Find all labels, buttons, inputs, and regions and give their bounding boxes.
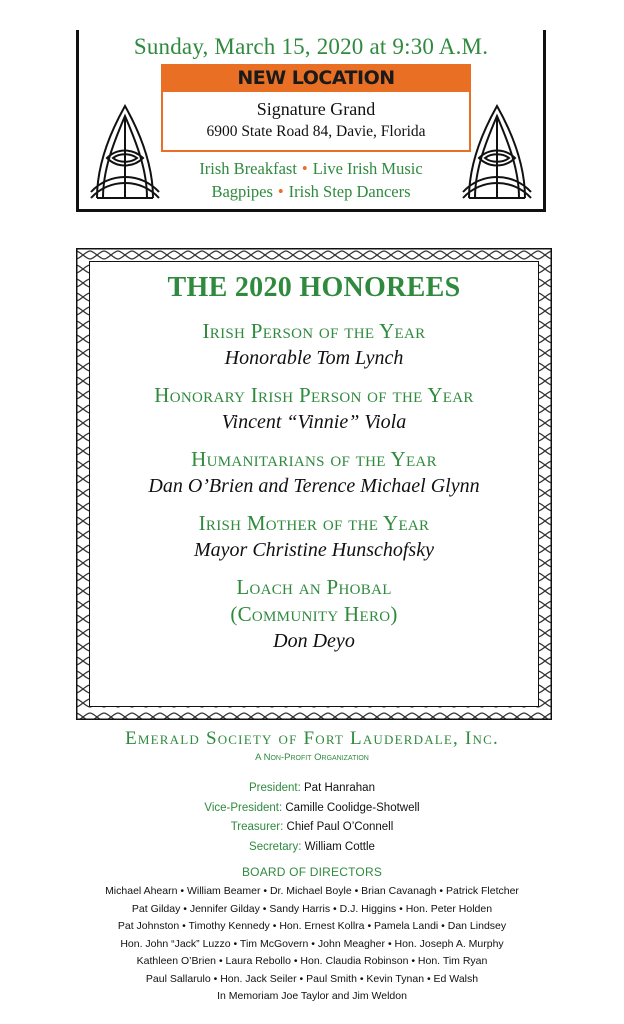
- award-recipient: Don Deyo: [273, 630, 355, 652]
- officer-line: [0, 799, 624, 819]
- award-item: [90, 574, 538, 653]
- board-line: In Memoriam Joe Taylor and Jim Weldon: [217, 990, 407, 1002]
- honorees-title: THE 2020 HONOREES: [167, 272, 461, 303]
- board-line: Michael Ahearn • William Beamer • Dr. Michael Boyle • Brian Cavanagh • Patrick Fletcher: [105, 885, 519, 897]
- board-line: Kathleen O’Brien • Laura Rebollo • Hon. Claudia Robinson • Hon. Tim Ryan: [136, 955, 488, 967]
- award-item: [90, 510, 538, 562]
- award-title: Irish Mother of the Year: [198, 511, 430, 535]
- separator-dot: •: [301, 159, 308, 178]
- officer-role: President:: [249, 782, 301, 794]
- officer-line: [0, 779, 624, 799]
- officer-role: Treasurer:: [230, 821, 284, 833]
- board-line: Pat Johnston • Timothy Kennedy • Hon. Ernest Kollra • Pamela Landi • Dan Lindsey: [117, 920, 507, 932]
- venue-box: [161, 92, 471, 152]
- celtic-knot-icon: [87, 98, 163, 202]
- celtic-knot-icon: [459, 98, 535, 202]
- board-heading: BOARD OF DIRECTORS: [241, 865, 383, 879]
- award-recipient: Vincent “Vinnie” Viola: [221, 411, 407, 433]
- award-title: Humanitarians of the Year: [191, 447, 437, 471]
- officer-name: Pat Hanrahan: [304, 782, 375, 794]
- feature-item: Bagpipes: [211, 182, 273, 201]
- board-line: Hon. John “Jack” Luzzo • Tim McGovern • John Meagher • Hon. Joseph A. Murphy: [120, 937, 504, 950]
- feature-item: Live Irish Music: [312, 159, 423, 178]
- event-card: [76, 30, 546, 212]
- award-title: Irish Person of the Year: [202, 319, 426, 343]
- officer-name: Chief Paul O’Connell: [286, 821, 394, 833]
- officer-line: [0, 818, 624, 838]
- officers-list: [0, 779, 624, 857]
- board-list: [0, 883, 624, 1006]
- officer-role: Vice-President:: [204, 801, 283, 814]
- venue-address: 6900 State Road 84, Davie, Florida: [206, 123, 426, 140]
- officer-role: Secretary:: [249, 840, 302, 853]
- award-item: [90, 446, 538, 498]
- society-section: [0, 728, 624, 1006]
- officer-name: William Cottle: [304, 840, 375, 853]
- new-location-banner: NEW LOCATION: [161, 64, 471, 92]
- event-date: Sunday, March 15, 2020 at 9:30 A.M.: [133, 34, 489, 59]
- award-recipient: Dan O’Brien and Terence Michael Glynn: [148, 475, 480, 497]
- officer-name: Camille Coolidge-Shotwell: [285, 801, 420, 814]
- board-line: Paul Sallarulo • Hon. Jack Seiler • Paul Smith • Kevin Tynan • Ed Walsh: [145, 972, 479, 985]
- separator-dot: •: [277, 182, 284, 201]
- feature-item: Irish Step Dancers: [288, 182, 411, 201]
- award-item: [90, 382, 538, 434]
- officer-line: [0, 838, 624, 858]
- honorees-content: [90, 272, 538, 653]
- venue-name: Signature Grand: [256, 99, 376, 119]
- award-title: Loach an Phobal: [236, 575, 392, 599]
- award-title-subtitle: (Community Hero): [230, 602, 398, 626]
- award-title: Honorary Irish Person of the Year: [154, 383, 474, 407]
- award-recipient: Honorable Tom Lynch: [224, 347, 404, 369]
- award-recipient: Mayor Christine Hunschofsky: [194, 539, 434, 561]
- society-tagline: A Non-Profit Organization: [255, 752, 369, 763]
- award-item: [90, 318, 538, 370]
- feature-item: Irish Breakfast: [199, 159, 297, 178]
- board-line: Pat Gilday • Jennifer Gilday • Sandy Harris • D.J. Higgins • Hon. Peter Holden: [131, 902, 493, 915]
- honorees-frame: [76, 248, 552, 720]
- society-name: Emerald Society of Fort Lauderdale, Inc.: [125, 728, 499, 749]
